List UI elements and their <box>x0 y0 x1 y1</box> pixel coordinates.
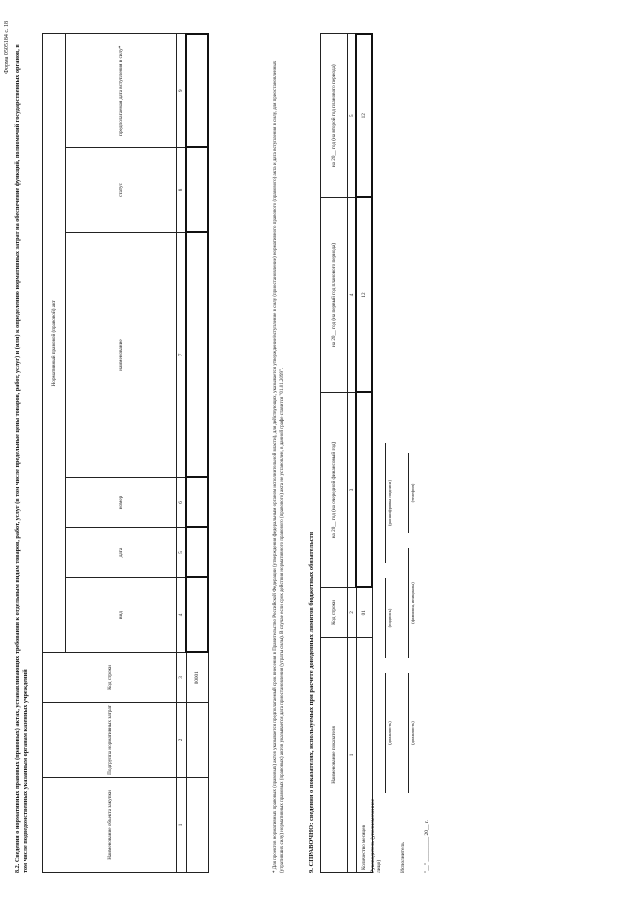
head-signature-line <box>385 578 386 658</box>
head-decoding-line <box>385 443 386 563</box>
col-type: вид <box>66 577 177 652</box>
caption-phone: (телефон) <box>410 483 415 502</box>
col-code: Код строки <box>43 652 177 702</box>
num-cell: 4 <box>177 577 187 652</box>
col-planned-date: предполагаемая дата вступления в силу* <box>66 34 177 148</box>
value-cell: 12 <box>356 34 372 198</box>
executor-label: Исполнитель <box>400 841 406 873</box>
executor-phone-line <box>408 453 409 533</box>
num-cell: 2 <box>177 702 187 777</box>
data-cell <box>186 527 208 577</box>
data-cell <box>186 232 208 477</box>
col-date: дата <box>66 527 177 577</box>
caption-signature: (подпись) <box>387 608 392 627</box>
caption-position: (должность) <box>410 720 415 745</box>
value-cell <box>356 392 372 587</box>
data-cell <box>186 147 208 232</box>
footnote: * Для проектов нормативных правовых (правовых) актов указывается предполагаемый срок внесения в Правительство Российской Федерации (утверждения федеральным органом исполнительной власти), для действующих, указывается утверждение/вступление в силу (приостановление) нормативного правового (правового) акта и дата вступления в силу, для приостановленных (утративших силу) нормативных правовых (правовых) актов указывается дата приостановления (утраты силы). В случае если срок действия нормативного правового (правового) акта не установлен, в данной графе ставится "01.01.2099". <box>273 60 285 873</box>
data-cell <box>186 477 208 527</box>
col-year1: на 20__ год (на очередной финансовый год) <box>321 392 348 587</box>
data-cell <box>186 34 208 148</box>
form-page <box>2 3 638 903</box>
num-cell: 2 <box>348 587 357 637</box>
col-act-group: Нормативный правовой (правовой) акт <box>43 34 66 653</box>
date-line: "__" _________ 20__ г. <box>424 819 430 873</box>
row-code-cell: 00001 <box>186 652 208 702</box>
col-object: Наименование объекта закупки <box>43 777 177 872</box>
data-cell <box>186 777 208 872</box>
rotated-page <box>2 3 638 903</box>
num-cell: 3 <box>348 392 357 587</box>
row-label: Количество месяцев <box>356 637 372 872</box>
col-year3: на 20__ год (на второй год планового периода) <box>321 34 348 198</box>
head-label: Руководитель (уполномоченное лицо) <box>370 798 382 873</box>
col-code: Код строки <box>321 587 348 637</box>
executor-fio-line <box>408 548 409 658</box>
executor-position-line <box>408 673 409 793</box>
col-status: статус <box>66 147 177 232</box>
section9-title: 9. СПРАВОЧНО: сведения о показателях, используемых при расчете доведенных лимитов бюджетных обязательств <box>308 531 315 873</box>
value-cell: 12 <box>356 197 372 392</box>
num-cell: 1 <box>177 777 187 872</box>
caption-position: (должность) <box>387 720 392 745</box>
col-year2: на 20__ год (на первый год планового периода) <box>321 197 348 392</box>
col-indicator: Наименование показателя <box>321 637 348 872</box>
head-position-line <box>385 673 386 793</box>
num-cell: 6 <box>177 477 187 527</box>
num-cell: 7 <box>177 232 187 477</box>
num-cell: 8 <box>177 147 187 232</box>
section9-table <box>320 33 373 873</box>
num-cell: 3 <box>177 652 187 702</box>
data-cell <box>186 702 208 777</box>
col-name: наименование <box>66 232 177 477</box>
data-cell <box>186 577 208 652</box>
num-cell: 5 <box>177 527 187 577</box>
col-number: номер <box>66 477 177 527</box>
num-cell: 1 <box>348 637 357 872</box>
num-cell: 5 <box>348 34 357 198</box>
section8-title: 8.2. Сведения о нормативных правовых (правовых) актах, устанавливающих требования к отдельным видам товаров, работ, услуг (в том числе предельные цены товаров, работ, услуг) и (или) к определению нормативных затрат на обеспечение функций, полномочий государственных органов, в том числе подведомственных указанным органам казенных учреждений <box>14 43 30 873</box>
num-cell: 4 <box>348 197 357 392</box>
section8-table <box>42 33 209 873</box>
col-subgroup: Подгруппа нормативных затрат <box>43 702 177 777</box>
row-code-cell: 01 <box>356 587 372 637</box>
caption-decoding: (расшифровка подписи) <box>387 479 392 526</box>
form-code: Форма 0505184 с. 18 <box>4 20 10 74</box>
num-cell: 9 <box>177 34 187 148</box>
caption-fio: (фамилия, инициалы) <box>410 581 415 624</box>
